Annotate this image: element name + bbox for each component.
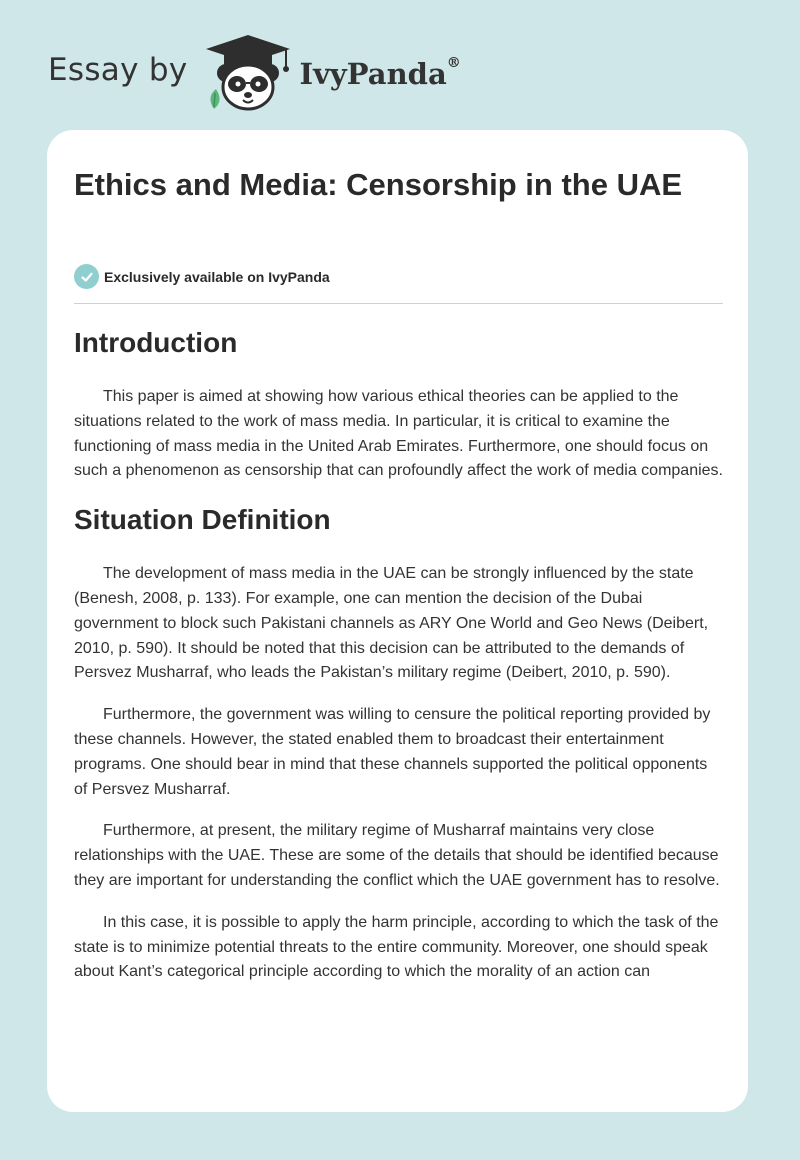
paragraph: The development of mass media in the UAE can be strongly influenced by the state (Benesh, 2008, p. 133). For example, one can mention the decision of the Dubai government to block such Pakistani channels as ARY One World and Geo News (Deibert, 2010, p. 590). It should be noted that this decision can be attributed to the demands of Persvez Musharraf, who leads the Pakistan’s military regime (Deibert, 2010, p. 590). <box>74 565 709 682</box>
registered-mark: ® <box>446 55 461 71</box>
site-header <box>48 28 461 118</box>
section-heading-situation-definition: Situation Definition <box>74 504 331 536</box>
divider <box>74 303 723 304</box>
essay-body <box>74 323 724 985</box>
paragraph: Furthermore, at present, the military regime of Musharraf maintains very close relationships with the UAE. These are some of the details that should be identified because they are important for understanding the conflict which the UAE government has to resolve. <box>74 822 720 889</box>
paragraph: This paper is aimed at showing how various ethical theories can be applied to the situations related to the work of mass media. In particular, it is critical to examine the functioning of mass media in the United Arab Emirates. Furthermore, one should focus on such a phenomenon as censorship that can profoundly affect the work of media companies. <box>74 388 723 480</box>
page-title: Ethics and Media: Censorship in the UAE <box>74 167 683 202</box>
brand-name[interactable]: IvyPanda® <box>299 55 461 91</box>
paragraph: In this case, it is possible to apply the harm principle, according to which the task of the state is to minimize potential threats to the entire community. Moreover, one should speak about Kant’s categorical principle according to which the morality of an action can <box>74 913 719 981</box>
check-circle-icon <box>74 264 99 289</box>
section-heading-introduction: Introduction <box>74 327 238 358</box>
essay-card <box>47 130 748 1112</box>
essay-by-label: Essay by <box>48 52 188 88</box>
paragraph: Furthermore, the government was willing to censure the political reporting provided by these channels. However, the stated enabled them to broadcast their entertainment programs. One should bear in mind that these channels supported the political opponents of Persvez Musharraf. <box>74 706 711 798</box>
panda-graduate-logo-icon[interactable] <box>202 31 294 115</box>
exclusive-badge <box>74 264 330 289</box>
exclusive-label: Exclusively available on IvyPanda <box>104 268 330 285</box>
